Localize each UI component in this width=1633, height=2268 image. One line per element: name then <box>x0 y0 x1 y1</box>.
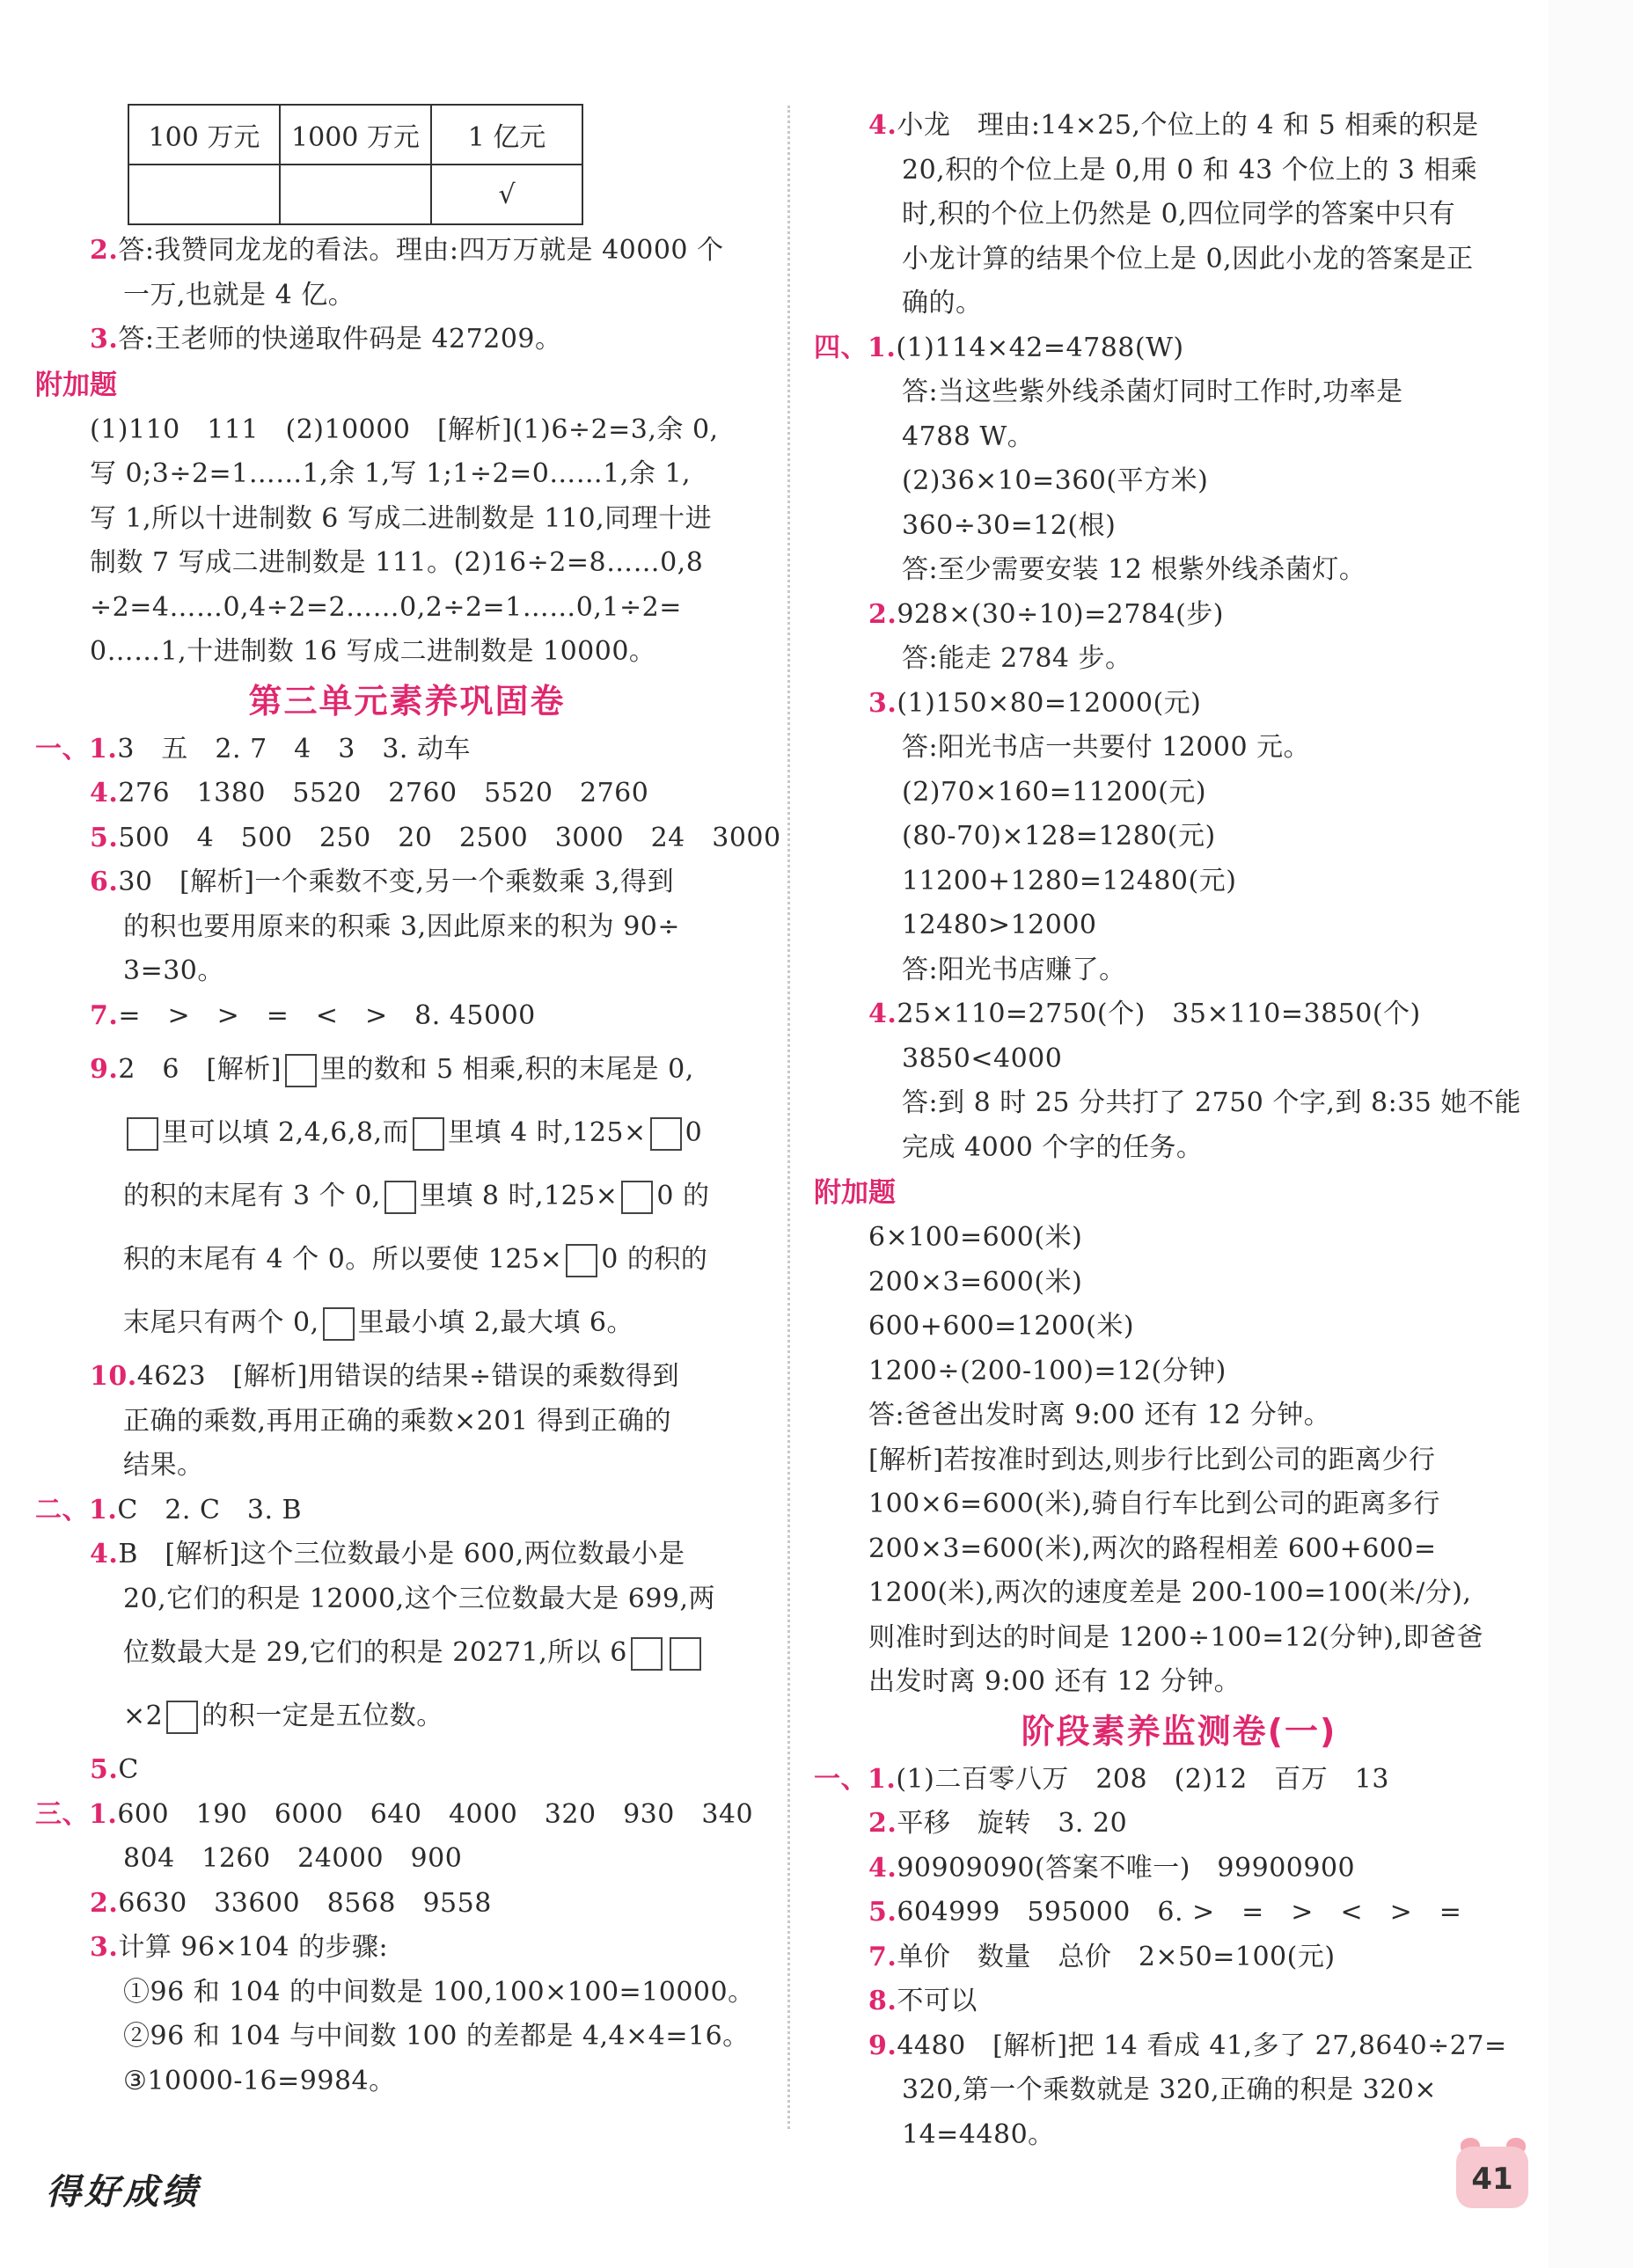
answer-line <box>814 1616 1544 1661</box>
answer-text: 100×6=600(米),骑自行车比到公司的距离多行 <box>868 1489 1440 1519</box>
answer-text: (2)36×10=360(平方米) <box>902 465 1209 496</box>
answer-text: 3850<4000 <box>902 1043 1063 1074</box>
answer-text: 3 五 2. 7 4 3 3. 动车 <box>117 733 471 765</box>
answer-text: 小龙 理由:14×25,个位上的 4 和 5 相乘的积是 <box>897 110 1479 141</box>
answer-text: 6630 33600 8568 9558 <box>118 1887 492 1919</box>
extra-question-heading: 附加题 <box>814 1177 896 1209</box>
answer-text: 写 1,所以十进制数 6 写成二进制数是 110,同理十进 <box>90 502 713 534</box>
answer-line <box>814 860 1544 904</box>
answer-line <box>35 229 779 274</box>
answer-text: 答:王老师的快递取件码是 427209。 <box>118 324 562 355</box>
answer-line <box>35 1355 779 1400</box>
answer-text: 里可以填 2,4,6,8,而 里填 4 时,125× 0 <box>123 1117 702 1148</box>
question-number: 5. <box>90 822 119 853</box>
question-number: 3. <box>90 1932 119 1963</box>
answer-line <box>35 1533 779 1577</box>
table-header-cell: 100 万元 <box>128 105 280 165</box>
answer-text: 答:至少需要安装 12 根紫外线杀菌灯。 <box>902 554 1366 585</box>
answer-line <box>814 1935 1544 1980</box>
answer-text: = > > = < > 8. 45000 <box>118 999 536 1031</box>
answer-line <box>814 815 1544 860</box>
answer-line <box>814 1847 1544 1891</box>
answer-text: 25×110=2750(个) 35×110=3850(个) <box>897 999 1421 1029</box>
answer-text: 600 190 6000 640 4000 320 930 340 <box>117 1798 754 1830</box>
question-number: 2. <box>868 1808 897 1839</box>
answer-text: (1)150×80=12000(元) <box>897 687 1202 719</box>
answer-text: (80-70)×128=1280(元) <box>902 821 1216 852</box>
answer-text: 90909090(答案不唯一) 99900900 <box>897 1852 1356 1884</box>
units-table <box>128 104 583 225</box>
blank-box <box>166 1701 198 1734</box>
answer-text: 的积也要用原来的积乘 3,因此原来的积为 90÷ <box>123 911 681 942</box>
answer-text: 则准时到达的时间是 1200÷100=12(分钟),即爸爸 <box>868 1621 1484 1653</box>
answer-text: 结果。 <box>123 1450 204 1481</box>
answer-text: 写 0;3÷2=1……1,余 1,写 1;1÷2=0……1,余 1, <box>90 458 692 489</box>
question-number: 10. <box>90 1361 137 1392</box>
answer-text: 200×3=600(米) <box>868 1266 1083 1298</box>
answer-line <box>35 728 779 772</box>
answer-text: 答:当这些紫外线杀菌灯同时工作时,功率是 <box>902 377 1403 407</box>
answer-text: 正确的乘数,再用正确的乘数×201 得到正确的 <box>123 1405 671 1437</box>
question-number: 7. <box>90 999 119 1031</box>
answer-text: 276 1380 5520 2760 5520 2760 <box>118 778 649 808</box>
answer-text: 600+600=1200(米) <box>868 1311 1135 1342</box>
answer-line <box>814 771 1544 816</box>
answer-line <box>35 1882 779 1927</box>
answer-line <box>814 1126 1544 1171</box>
answer-text: 末尾只有两个 0, 里最小填 2,最大填 6。 <box>123 1307 633 1338</box>
answer-line <box>814 1216 1544 1261</box>
answer-text: 200×3=600(米),两次的路程相差 600+600= <box>868 1533 1437 1564</box>
question-number: 4. <box>868 1852 897 1884</box>
answer-text: 时,积的个位上仍然是 0,四位同学的答案中只有 <box>902 199 1456 230</box>
table-header-cell: 1000 万元 <box>280 105 431 165</box>
answer-text: C 2. C 3. B <box>117 1494 303 1525</box>
question-number: 2. <box>90 235 119 266</box>
table-cell <box>280 165 431 224</box>
section-title: 第三单元素养巩固卷 <box>248 681 566 721</box>
answer-line <box>35 905 779 950</box>
question-number: 5. <box>868 1897 897 1928</box>
answer-line <box>35 994 779 1039</box>
answer-line <box>35 1793 779 1838</box>
answer-line <box>814 2068 1544 2113</box>
table-header-cell: 1 亿元 <box>431 105 582 165</box>
page-number-badge: 41 <box>1456 2147 1528 2208</box>
answer-text: 不可以 <box>897 1986 978 2016</box>
answer-line <box>35 497 779 542</box>
answer-line <box>814 459 1544 504</box>
answer-line <box>35 1837 779 1882</box>
question-number: 4. <box>90 1539 119 1569</box>
blank-box <box>621 1181 653 1214</box>
answer-text: 11200+1280=12480(元) <box>902 865 1237 896</box>
table-cell <box>128 165 280 224</box>
answer-line <box>35 1971 779 2016</box>
section-title: 阶段素养监测卷(一) <box>1021 1711 1337 1751</box>
question-number: 二、1. <box>35 1494 118 1525</box>
blank-box <box>631 1637 663 1671</box>
answer-line <box>35 586 779 631</box>
question-number: 6. <box>90 867 119 897</box>
answer-text: 完成 4000 个字的任务。 <box>902 1131 1204 1163</box>
page-edge-shade <box>1549 0 1633 2268</box>
answer-text: 360÷30=12(根) <box>902 509 1117 541</box>
answer-text: B [解析]这个三位数最小是 600,两位数最小是 <box>118 1539 685 1569</box>
answer-text: (1)114×42=4788(W) <box>896 332 1184 363</box>
answer-line <box>814 726 1544 771</box>
answer-line <box>814 637 1544 682</box>
answer-text: 制数 7 写成二进制数是 111。(2)16÷2=8……0,8 <box>90 547 704 578</box>
answer-line <box>35 408 779 453</box>
answer-text: (1)110 111 (2)10000 [解析](1)6÷2=3,余 0, <box>90 413 719 445</box>
left-column <box>35 104 779 2103</box>
answer-text: [解析]若按准时到达,则步行比到公司的距离少行 <box>868 1444 1436 1475</box>
answer-line <box>814 2113 1544 2158</box>
answer-text: 928×(30÷10)=2784(步) <box>897 598 1225 630</box>
brand-logo: 得好成绩 <box>46 2171 201 2213</box>
answer-text: 30 [解析]一个乘数不变,另一个乘数乘 3,得到 <box>118 867 675 897</box>
blank-box <box>670 1637 701 1671</box>
answer-line <box>814 1350 1544 1394</box>
answer-line <box>814 904 1544 948</box>
answer-line <box>35 949 779 994</box>
answer-line <box>35 630 779 675</box>
answer-line <box>35 1577 779 1622</box>
blank-box <box>323 1307 355 1341</box>
answer-line <box>35 860 779 905</box>
left-answer-lines <box>35 229 779 2103</box>
answer-text: 4480 [解析]把 14 看成 41,多了 27,8640÷27= <box>897 2030 1507 2061</box>
answer-line <box>814 504 1544 549</box>
answer-text: 一万,也就是 4 亿。 <box>123 279 355 311</box>
answer-line <box>814 992 1544 1037</box>
answer-text: 12480>12000 <box>902 910 1097 940</box>
answer-text: 1200÷(200-100)=12(分钟) <box>868 1355 1227 1386</box>
question-number: 四、1. <box>814 332 897 363</box>
answer-text: 答:阳光书店赚了。 <box>902 954 1126 985</box>
answer-line <box>814 415 1544 460</box>
answer-text: 500 4 500 250 20 2500 3000 24 3000 <box>118 822 781 853</box>
answer-text: 计算 96×104 的步骤: <box>118 1932 389 1963</box>
answer-text: 1200(米),两次的速度差是 200-100=100(米/分), <box>868 1577 1472 1608</box>
question-number: 2. <box>868 598 897 630</box>
answer-text: 320,第一个乘数就是 320,正确的积是 320× <box>902 2074 1438 2105</box>
answer-text: 平移 旋转 3. 20 <box>897 1808 1128 1839</box>
blank-box <box>384 1181 416 1214</box>
question-number: 9. <box>90 1054 119 1085</box>
answer-text: 积的末尾有 4 个 0。所以要使 125× 0 的积的 <box>123 1244 707 1275</box>
answer-text: ÷2=4……0,4÷2=2……0,2÷2=1……0,1÷2= <box>90 591 682 623</box>
answer-line <box>814 370 1544 415</box>
table-cell-checkmark: √ <box>431 165 582 224</box>
question-number: 一、1. <box>814 1763 897 1795</box>
question-number: 3. <box>868 687 897 719</box>
answer-text: 4623 [解析]用错误的结果÷错误的乘数得到 <box>136 1361 680 1392</box>
answer-line <box>35 816 779 861</box>
answer-line <box>35 1165 779 1228</box>
answer-text: (2)70×160=11200(元) <box>902 776 1207 808</box>
answer-text: 0……1,十进制数 16 写成二进制数是 10000。 <box>90 636 656 667</box>
answer-line <box>814 104 1544 149</box>
question-number: 8. <box>868 1986 897 2016</box>
answer-line <box>814 948 1544 993</box>
answer-line <box>814 1802 1544 1847</box>
answer-line <box>814 149 1544 194</box>
answer-line <box>35 1400 779 1445</box>
answer-line <box>35 1291 779 1355</box>
answer-line <box>814 1305 1544 1350</box>
answer-text: ③10000-16=9984。 <box>123 2065 396 2096</box>
answer-line <box>35 1621 779 1685</box>
answer-text: 604999 595000 6. > = > < > = <box>897 1897 1462 1928</box>
answer-line <box>814 1979 1544 2024</box>
answer-line <box>35 1101 779 1165</box>
answer-text: 2 6 [解析] 里的数和 5 相乘,积的末尾是 0, <box>118 1054 693 1085</box>
answer-text: 确的。 <box>902 288 983 318</box>
question-number: 3. <box>90 324 119 355</box>
question-number: 三、1. <box>35 1798 118 1830</box>
answer-line <box>35 1038 779 1101</box>
answer-text: 答:我赞同龙龙的看法。理由:四万万就是 40000 个 <box>118 235 724 266</box>
blank-box <box>413 1117 444 1151</box>
answer-line <box>814 1660 1544 1705</box>
answer-line <box>814 326 1544 371</box>
answer-line <box>814 593 1544 638</box>
answer-line <box>814 1571 1544 1616</box>
answer-text: 3=30。 <box>123 955 224 986</box>
answer-line <box>814 1482 1544 1527</box>
question-number: 一、1. <box>35 733 118 765</box>
blank-box <box>285 1054 317 1087</box>
answer-text: 单价 数量 总价 2×50=100(元) <box>897 1941 1336 1972</box>
right-answer-lines <box>814 104 1544 2157</box>
answer-line <box>35 1444 779 1489</box>
answer-line <box>35 1748 779 1793</box>
answer-text: 答:爸爸出发时离 9:00 还有 12 分钟。 <box>868 1400 1331 1430</box>
blank-box <box>127 1117 158 1151</box>
question-number: 4. <box>90 778 119 808</box>
answer-text: ①96 和 104 的中间数是 100,100×100=10000。 <box>123 1976 755 2008</box>
answer-line <box>814 1261 1544 1306</box>
answer-line <box>35 318 779 362</box>
answer-text: C <box>118 1754 139 1785</box>
question-number: 4. <box>868 110 897 141</box>
answer-line <box>35 452 779 497</box>
answer-line <box>814 193 1544 238</box>
question-number: 7. <box>868 1941 897 1972</box>
answer-text: 14=4480。 <box>902 2118 1055 2150</box>
answer-line <box>35 1489 779 1533</box>
answer-text: ②96 和 104 与中间数 100 的差都是 4,4×4=16。 <box>123 2021 750 2052</box>
answer-text: 答:到 8 时 25 分共打了 2750 个字,到 8:35 她不能 <box>902 1087 1521 1118</box>
answer-text: 20,它们的积是 12000,这个三位数最大是 699,两 <box>123 1583 716 1614</box>
answer-line <box>35 541 779 586</box>
question-number: 9. <box>868 2030 897 2061</box>
answer-text: 4788 W。 <box>902 421 1035 452</box>
answer-line <box>814 238 1544 282</box>
answer-line <box>814 2024 1544 2069</box>
answer-line <box>35 1926 779 1971</box>
answer-line <box>814 682 1544 727</box>
answer-line <box>814 1037 1544 1082</box>
answer-line <box>814 1438 1544 1483</box>
answer-line <box>35 274 779 318</box>
answer-text: 6×100=600(米) <box>868 1222 1083 1253</box>
answer-line <box>814 1891 1544 1935</box>
answer-line <box>814 548 1544 593</box>
answer-line <box>35 1228 779 1291</box>
extra-question-heading: 附加题 <box>35 369 117 401</box>
answer-text: ×2 的积一定是五位数。 <box>123 1701 443 1731</box>
answer-line <box>814 1394 1544 1438</box>
answer-line <box>35 772 779 816</box>
blank-box <box>650 1117 682 1151</box>
answer-line <box>814 1527 1544 1572</box>
answer-line <box>814 1758 1544 1803</box>
column-divider <box>787 106 790 2129</box>
question-number: 5. <box>90 1754 119 1785</box>
answer-line <box>35 1685 779 1748</box>
answer-line <box>814 282 1544 326</box>
answer-text: 804 1260 24000 900 <box>123 1843 463 1874</box>
answer-text: 20,积的个位上是 0,用 0 和 43 个位上的 3 相乘 <box>902 154 1478 186</box>
answer-text: 的积的末尾有 3 个 0, 里填 8 时,125× 0 的 <box>123 1181 710 1211</box>
blank-box <box>566 1244 597 1277</box>
answer-text: 出发时离 9:00 还有 12 分钟。 <box>868 1666 1241 1697</box>
answer-line <box>814 1081 1544 1126</box>
question-number: 2. <box>90 1887 119 1919</box>
answer-text: 小龙计算的结果个位上是 0,因此小龙的答案是正 <box>902 243 1474 274</box>
answer-text: 位数最大是 29,它们的积是 20271,所以 6 <box>123 1637 705 1668</box>
answer-text: (1)二百零八万 208 (2)12 百万 13 <box>896 1763 1389 1795</box>
answer-line <box>35 2015 779 2059</box>
answer-line <box>35 2059 779 2104</box>
question-number: 4. <box>868 999 897 1029</box>
right-column <box>814 104 1544 2157</box>
answer-text: 答:能走 2784 步。 <box>902 643 1132 674</box>
answer-text: 答:阳光书店一共要付 12000 元。 <box>902 732 1311 763</box>
